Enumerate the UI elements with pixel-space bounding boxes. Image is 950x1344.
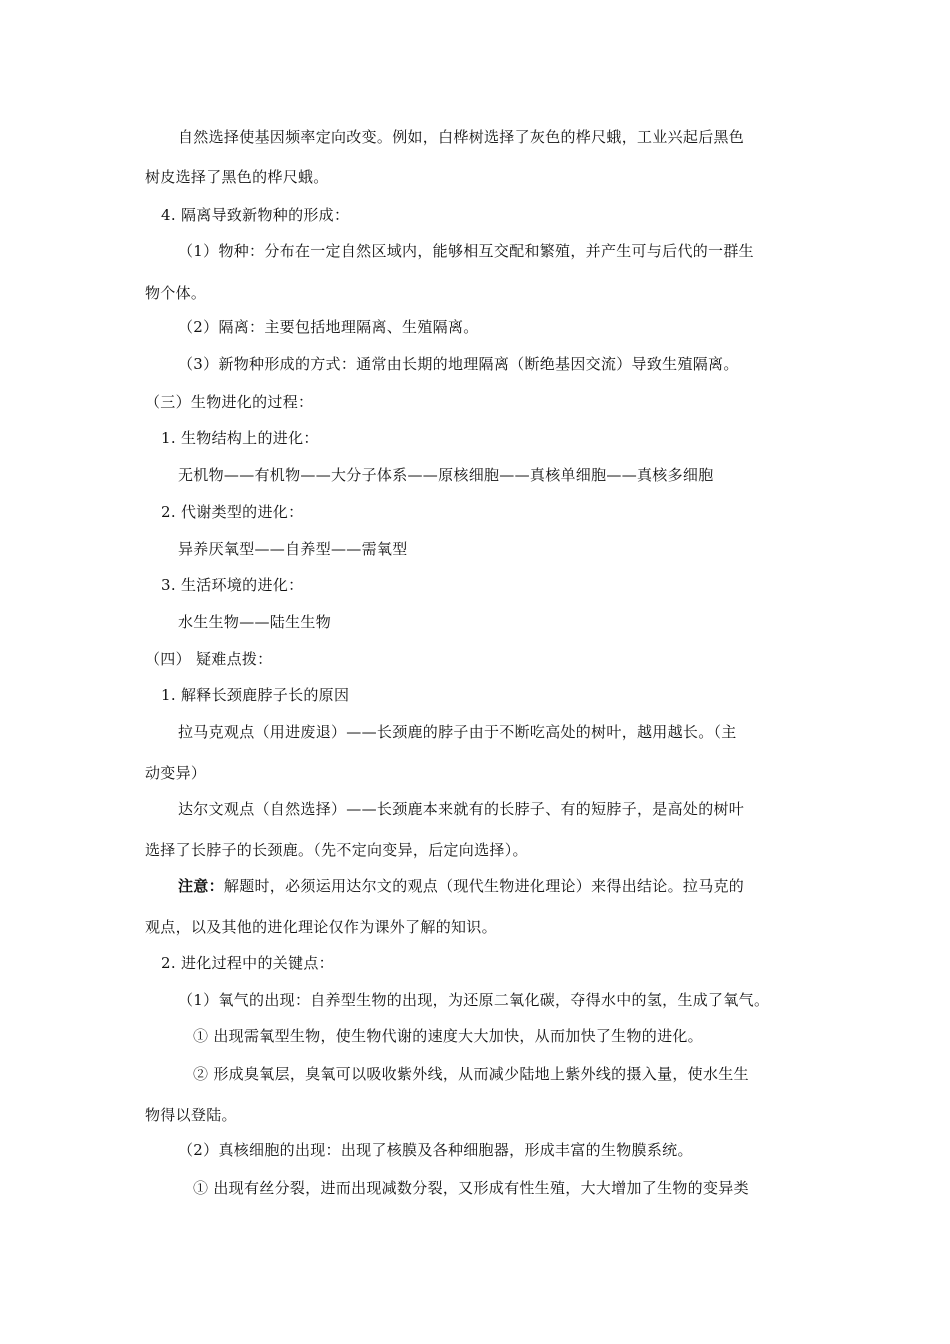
paragraph-line: （1）物种：分布在一定自然区域内，能够相互交配和繁殖，并产生可与后代的一群生 — [178, 242, 754, 260]
note-label: 注意： — [178, 877, 224, 895]
paragraph-line: （2）隔离：主要包括地理隔离、生殖隔离。 — [178, 318, 479, 336]
paragraph-line: 选择了长脖子的长颈鹿。（先不定向变异，后定向选择）。 — [145, 841, 528, 859]
numbered-heading: 2. 代谢类型的进化： — [161, 503, 304, 521]
section-heading: （三）生物进化的过程： — [145, 393, 314, 411]
paragraph-line: 无机物——有机物——大分子体系——原核细胞——真核单细胞——真核多细胞 — [178, 466, 714, 484]
section-heading: （四） 疑难点拨： — [145, 650, 273, 668]
numbered-heading: 1. 解释长颈鹿脖子长的原因 — [161, 686, 350, 704]
paragraph-line: 达尔文观点（自然选择）——长颈鹿本来就有的长脖子、有的短脖子，是高处的树叶 — [178, 800, 745, 818]
paragraph-line: 自然选择使基因频率定向改变。例如，白桦树选择了灰色的桦尺蛾，工业兴起后黑色 — [178, 128, 745, 146]
numbered-heading: 1. 生物结构上的进化： — [161, 429, 319, 447]
paragraph-line: ① 出现有丝分裂，进而出现减数分裂，又形成有性生殖，大大增加了生物的变异类 — [193, 1179, 749, 1197]
paragraph-line: 物个体。 — [145, 284, 207, 302]
paragraph-line: （3）新物种形成的方式：通常由长期的地理隔离（断绝基因交流）导致生殖隔离。 — [178, 355, 739, 373]
paragraph-line: 动变异） — [145, 764, 207, 782]
paragraph-line: 观点，以及其他的进化理论仅作为课外了解的知识。 — [145, 918, 497, 936]
paragraph-line: （1）氧气的出现：自养型生物的出现，为还原二氧化碳，夺得水中的氢，生成了氧气。 — [178, 991, 770, 1009]
paragraph-line: 物得以登陆。 — [145, 1106, 237, 1124]
paragraph-line: 拉马克观点（用进废退）——长颈鹿的脖子由于不断吃高处的树叶，越用越长。（主 — [178, 723, 737, 741]
paragraph-line: （2）真核细胞的出现：出现了核膜及各种细胞器，形成丰富的生物膜系统。 — [178, 1141, 693, 1159]
paragraph-line: 水生生物——陆生生物 — [178, 613, 332, 631]
numbered-heading: 2. 进化过程中的关键点： — [161, 954, 334, 972]
paragraph-line: 异养厌氧型——自养型——需氧型 — [178, 540, 408, 558]
note-text: 解题时，必须运用达尔文的观点（现代生物进化理论）来得出结论。拉马克的 — [223, 877, 745, 895]
note-line — [178, 876, 744, 896]
paragraph-line: 树皮选择了黑色的桦尺蛾。 — [145, 168, 329, 186]
numbered-heading: 3. 生活环境的进化： — [161, 576, 304, 594]
paragraph-line: ① 出现需氧型生物，使生物代谢的速度大大加快，从而加快了生物的进化。 — [193, 1027, 703, 1045]
paragraph-line: ② 形成臭氧层，臭氧可以吸收紫外线，从而减少陆地上紫外线的摄入量，使水生生 — [193, 1065, 749, 1083]
numbered-heading: 4. 隔离导致新物种的形成： — [161, 206, 350, 224]
